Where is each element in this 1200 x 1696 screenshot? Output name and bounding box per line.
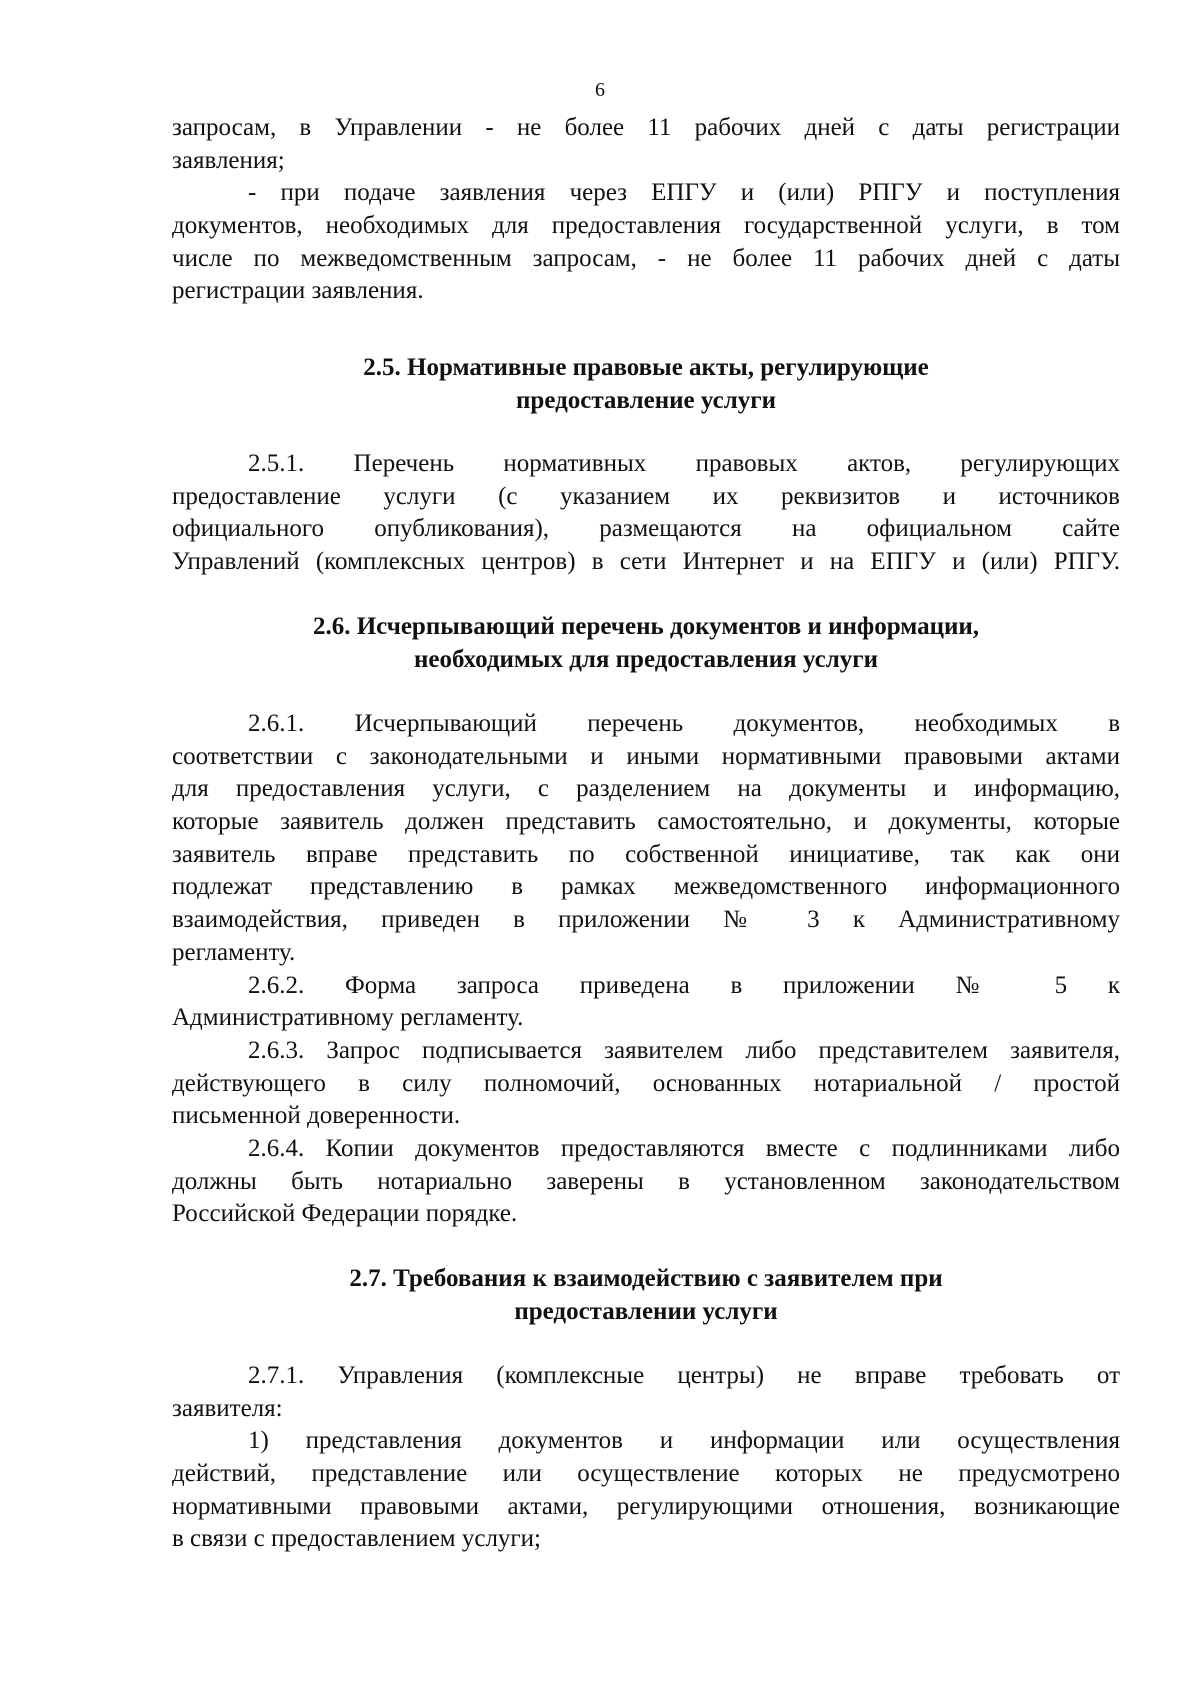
text-line: регламенту. [172,938,296,966]
section-heading-2-5 [172,351,1120,417]
heading-line: 2.5. Нормативные правовые акты, регулирующие [363,354,929,381]
heading-line: предоставление услуги [516,387,776,414]
text-line: Административному регламенту. [172,1004,524,1032]
text-line: 2.6.2. Форма запроса приведена в приложении № 5 к [248,971,1120,999]
text-line: 2.5.1. Перечень нормативных правовых актов, регулирующих [248,450,1120,477]
text-line: взаимодействия, приведен в приложении № 3 к Административному [172,906,1120,934]
heading-line: 2.7. Требования к взаимодействию с заявителем при [349,1265,943,1292]
text-line: запросам, в Управлении - не более 11 рабочих дней с даты регистрации [172,114,1120,141]
text-line: для предоставления услуги, с разделением на документы и информацию, [172,775,1120,803]
text-line: которые заявитель должен представить самостоятельно, и документы, которые [172,808,1120,836]
text-line: Управлений (комплексных центров) в сети Интернет и на ЕПГУ и (или) РПГУ. [172,548,1120,576]
text-line: 2.6.4. Копии документов предоставляются вместе с подлинниками либо [248,1134,1120,1162]
text-line: должны быть нотариально заверены в установленном законодательством [172,1167,1120,1195]
text-line: предоставление услуги (с указанием их реквизитов и источников [172,482,1120,510]
heading-line: 2.6. Исчерпывающий перечень документов и информации, [312,613,980,640]
paragraph-2-5-1 [172,448,1120,579]
intro-text [172,112,1120,308]
text-line: подлежат представлению в рамках межведомственного информационного [172,873,1120,901]
text-line: действий, представление или осуществление которых не предусмотрено [172,1460,1120,1488]
heading-line: предоставлении услуги [514,1298,778,1325]
paragraphs-2-6 [172,708,1120,1231]
text-line: заявителя: [172,1394,283,1422]
section-heading-2-6 [172,610,1120,676]
text-line: официального опубликования), размещаются на официальном сайте [172,515,1120,543]
text-line: 1) представления документов и информации или осуществления [248,1427,1120,1455]
text-line: регистрации заявления. [172,277,424,305]
text-line: 2.6.1. Исчерпывающий перечень документов, необходимых в [248,710,1120,737]
text-line: письменной доверенности. [172,1102,461,1130]
text-line: в связи с предоставлением услуги; [172,1525,542,1553]
text-line: Российской Федерации порядке. [172,1200,518,1228]
text-line: нормативными правовыми актами, регулирующими отношения, возникающие [172,1492,1120,1520]
heading-line: необходимых для предоставления услуги [413,646,879,673]
text-line: - при подаче заявления через ЕПГУ и (или) РПГУ и поступления [248,179,1120,207]
paragraph-2-7-1 [172,1360,1120,1556]
text-line: числе по межведомственным запросам, - не более 11 рабочих дней с даты [172,244,1120,272]
section-heading-2-7 [172,1262,1120,1328]
text-line: соответствии с законодательными и иными нормативными правовыми актами [172,742,1120,770]
page-number: 6 [595,79,605,101]
text-line: заявитель вправе представить по собственной инициативе, так как они [172,840,1120,868]
text-line: 2.7.1. Управления (комплексные центры) не вправе требовать от [248,1362,1120,1389]
text-line: заявления; [172,146,285,174]
text-line: документов, необходимых для предоставления государственной услуги, в том [172,212,1120,240]
text-line: действующего в силу полномочий, основанных нотариальной / простой [172,1069,1120,1097]
text-line: 2.6.3. Запрос подписывается заявителем либо представителем заявителя, [248,1036,1120,1064]
